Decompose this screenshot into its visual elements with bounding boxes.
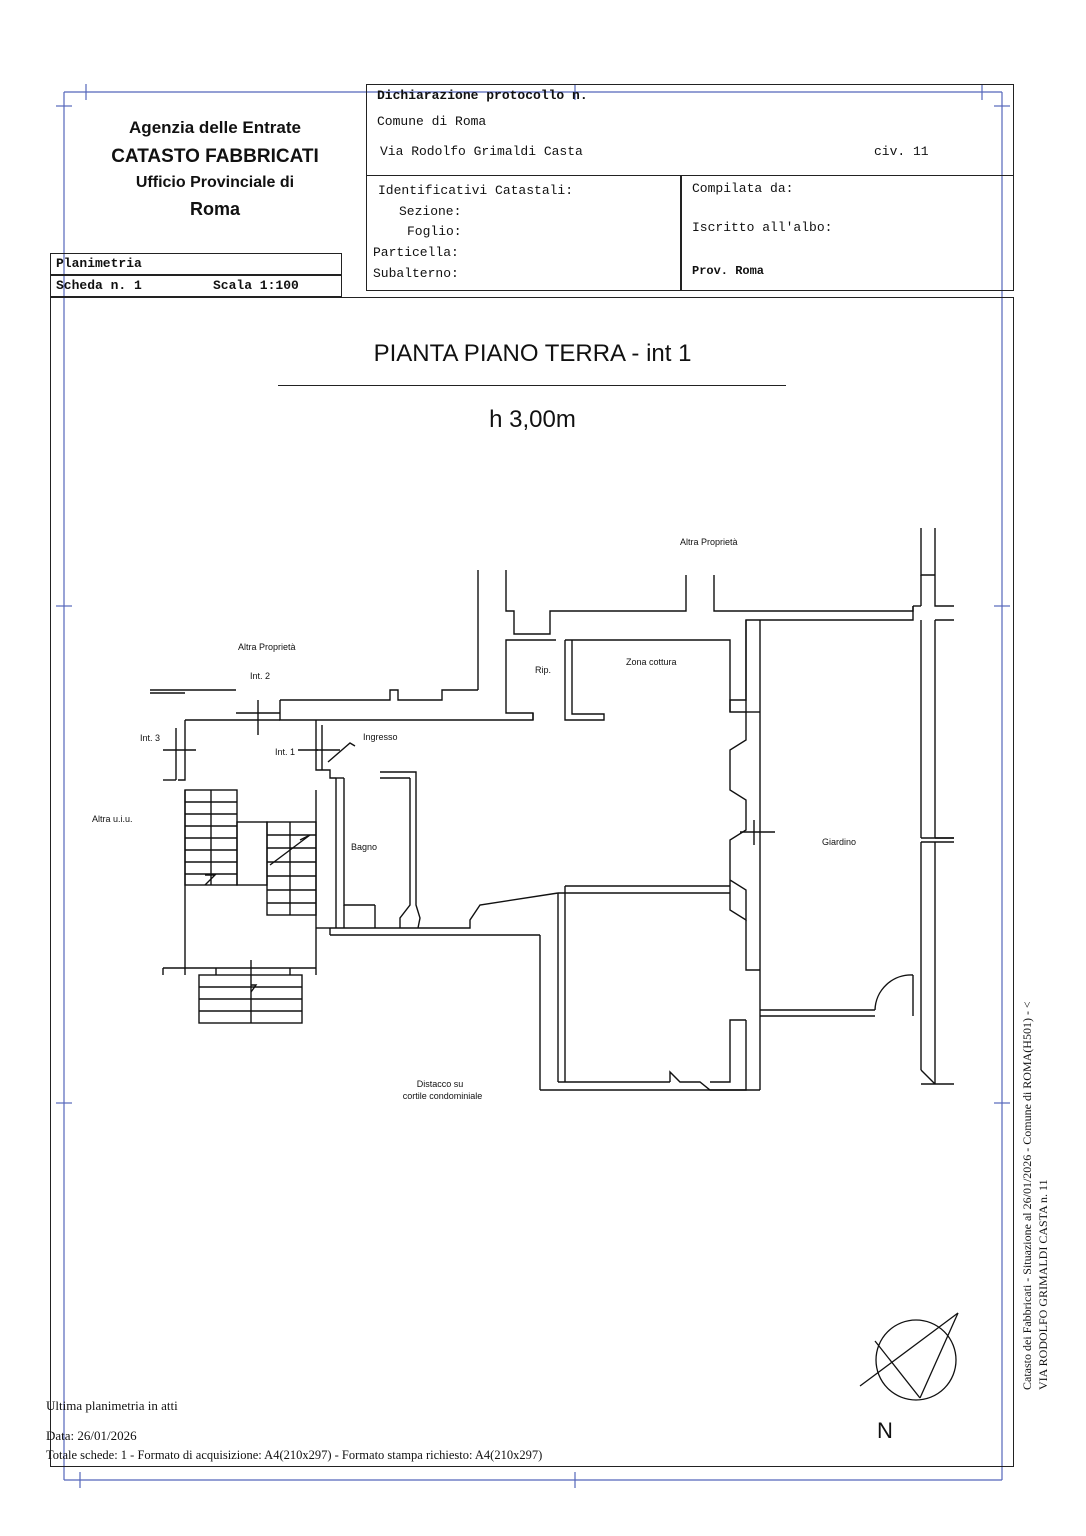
- label-bagno: Bagno: [351, 842, 378, 852]
- date-label: Data: 26/01/2026: [46, 1428, 137, 1443]
- label-altra-proprieta-left: Altra Proprietà: [238, 642, 296, 652]
- label-int2: Int. 2: [250, 671, 271, 681]
- foglio-label: Foglio:: [407, 224, 462, 239]
- last-plan-label: Ultima planimetria in atti: [46, 1398, 178, 1413]
- label-distacco-1: Distacco su: [416, 1079, 464, 1089]
- label-int1: Int. 1: [275, 747, 296, 757]
- city-name: Roma: [189, 199, 240, 219]
- scale-label: Scala 1:100: [213, 278, 299, 293]
- label-zona-cottura: Zona cottura: [626, 657, 677, 667]
- plan-title: PIANTA PIANO TERRA - int 1: [373, 340, 692, 367]
- sezione-label: Sezione:: [399, 204, 462, 219]
- subalterno-label: Subalterno:: [373, 266, 459, 281]
- office-name: CATASTO FABBRICATI: [111, 146, 319, 167]
- label-altra-proprieta-top: Altra Proprietà: [680, 537, 738, 547]
- agency-name: Agenzia delle Entrate: [129, 118, 301, 137]
- province-label: Prov. Roma: [692, 264, 765, 278]
- civic-number: civ. 11: [874, 144, 929, 159]
- address-label: Via Rodolfo Grimaldi Casta: [380, 144, 583, 159]
- label-ingresso: Ingresso: [363, 732, 398, 742]
- side-note-line2: VIA RODOLFO GRIMALDI CASTA n. 11: [1036, 1179, 1050, 1390]
- label-int3: Int. 3: [140, 733, 161, 743]
- totals-label: Totale schede: 1 - Formato di acquisizione: A4(210x297) - Formato stampa richiesto: A4(210x297): [46, 1448, 543, 1462]
- registered-label: Iscritto all'albo:: [692, 220, 833, 235]
- particella-label: Particella:: [373, 245, 459, 260]
- protocol-label: Dichiarazione protocollo n.: [377, 88, 588, 103]
- north-arrow-icon: [860, 1313, 958, 1400]
- plan-height: h 3,00m: [489, 406, 576, 433]
- label-giardino: Giardino: [822, 837, 857, 847]
- compiled-by-label: Compilata da:: [692, 181, 794, 196]
- scheda-label: Scheda n. 1: [56, 278, 142, 293]
- label-distacco-2: cortile condominiale: [402, 1091, 483, 1101]
- provincial-office: Ufficio Provinciale di: [135, 174, 295, 191]
- label-rip: Rip.: [535, 665, 552, 675]
- sheet-label: Planimetria: [56, 256, 142, 271]
- comune-label: Comune di Roma: [377, 114, 487, 129]
- label-altra-uiu: Altra u.i.u.: [92, 814, 133, 824]
- identifiers-title: Identificativi Catastali:: [378, 183, 574, 198]
- side-note-line1: Catasto dei Fabbricati - Situazione al 26/01/2026 - Comune di ROMA(H501) - <: [1020, 1001, 1034, 1390]
- north-label: N: [877, 1418, 893, 1443]
